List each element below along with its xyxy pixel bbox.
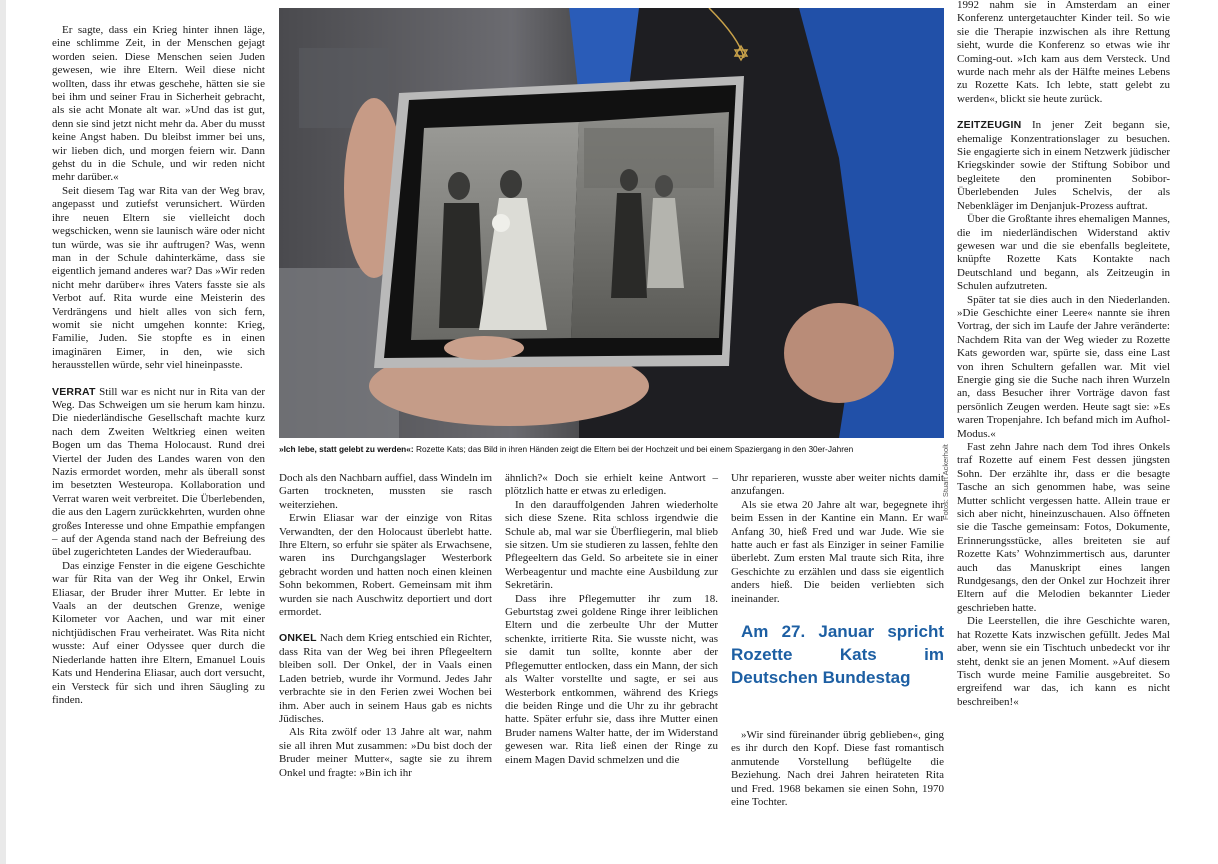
paragraph: Dass ihre Pflegemutter ihr zum 18. Geburtstag zwei goldene Ringe ihrer leiblichen Eltern und die zerbeulte Uhr der Mutter schenkte, irritierte Rita. Sie wusste nicht, was sie damit tun sollte, konnte aber der Pflegemutter entlocken, dass ein Mann, der sich als Walter vorstellte und sagte, er sei aus Westerbork entkommen, während des Kriegs die beiden Ringe und die Uhr zu ihr gebracht hatte. Später erfuhr sie, dass ihre Mutter einen Bruder namens Walter hatte, der im Widerstand gewesen war. Rita ließ einen der Ringe zu einem Magen David schmelzen und die [505, 592, 718, 766]
paragraph: ZEITZEUGIN In jener Zeit begann sie, ehemalige Konzentrationslager zu besuchen. Sie engagierte sich in einem Netzwerk jüdischer Kriegskinder sowie der Stiftung Sobibor und begleitete den prominenten Sobibor-Überlebenden Jules Schelvis, der als Nebenkläger im Denjanjuk-Prozess auftrat. [957, 119, 1170, 212]
paragraph: Erwin Eliasar war der einzige von Ritas Verwandten, der den Holocaust überlebt hatte. Ihre Eltern, so erfuhr sie später als Erwachsene, waren ins Durchgangslager Westerbork gebracht worden und hatten noch einen kleinen Sohn bekommen, Robert. Gemeinsam mit ihm wurden sie nach Auschwitz deportiert und dort ermordet. [279, 512, 492, 619]
article-column-5 [957, 0, 1170, 709]
article-column-1 [52, 24, 265, 707]
paragraph: Fast zehn Jahre nach dem Tod ihres Onkels traf Rozette auf einem Fest dessen jüngsten Sohn. Der erzählte ihr, dass er die besagte Tasche an sich genommen habe, was seine Mutter schlicht vergessen hatte. Allein traue er sich aber nicht, hineinzuschauen. Also öffneten sie die Tasche gemeinsam: Fotos, Dokumente, Erinnerungsstücke, alles breiteten sie auf Rozette Kats’ Wohnzimmertisch aus, darunter auch das Manuskript eines langen Rundgesangs, den der Onkel zur Hochzeit ihrer Eltern auf die Melodien bekannter Lieder geschrieben hatte. [957, 441, 1170, 614]
paragraph: Die Leerstellen, die ihre Geschichte waren, hat Rozette Kats inzwischen gefüllt. Jedes Mal aber, wenn sie ein Tischtuch unbedeckt vor ihr steht, denkt sie an jenen Moment. »Auf diesem Tisch wurde meine Familie ausgebreitet. So ergreifend war das, ich kann es nicht beschreiben!« [957, 615, 1170, 708]
paragraph: Später tat sie dies auch in den Niederlanden. »Die Geschichte einer Leere« nannte sie ihren Vortrag, der sich im Laufe der Jahre veränderte: Nachdem Rita van der Weg wieder zu Rozette Kats geworden war, spürte sie, dass eine Last von ihren Schultern gefallen war. Mit viel Energie ging sie die Suche nach ihren Wurzeln an, dass Besucher ihrer Vorträge davon fast persönlich Zeugen werden. Heute sagt sie: »Es waren Tropenjahre. Ich befand mich im Aufhol-Modus.« [957, 293, 1170, 440]
paragraph: Als sie etwa 20 Jahre alt war, begegnete ihr beim Essen in der Kantine ein Mann. Er war Anfang 30, hieß Fred und war Jude. Wie sie hatte auch er fast als Einziger in seiner Familie überlebt. Zum ersten Mal traute sich Rita, ihre Geschichte zu erzählen und dass sie eigentlich anders hieß. Die beiden verliebten sich ineinander. [731, 498, 944, 605]
photo-illustration [279, 8, 944, 438]
article-column-3 [505, 472, 718, 767]
section-keyword: ONKEL [279, 632, 317, 645]
photo-credit: Fotos: Stuart Ackerholt [941, 444, 950, 520]
paragraph: VERRAT Still war es nicht nur in Rita van der Weg. Das Schweigen um sie herum kam hinzu. Die niederländische Gesellschaft machte kurz nach dem Zweiten Weltkrieg einen weiten Bogen um das Thema Holocaust. Rund drei Viertel der Juden des Landes waren von den Nazis ermordet worden, mehr als überall sonst im besetzten Westeuropa. Kollaboration und Verrat waren weit verbreitet. Die Überlebenden, die aus den Lagern zurückkehrten, wurden ohne großes Interesse und ohne Empathie empfangen – auf der Agenda stand nach der Befreiung des übel zugerichteten Landes der Wiederaufbau. [52, 385, 265, 559]
paragraph: Er sagte, dass ein Krieg hinter ihnen läge, eine schlimme Zeit, in der Menschen gejagt worden seien. Diese Menschen seien Juden gewesen, wie ihre Eltern. Weil diese nicht wollten, dass ihr etwas geschehe, hätten sie sie bei ihm und seiner Frau in Sicherheit gebracht, als sie acht Monate alt war. »Und das ist gut, denn sie sind jetzt nicht mehr da. Aber du musst keine Angst haben. Du bleibst immer bei uns, wir lieben dich, und morgen feiern wir. Dann gehst du in die Schule, und wir reden nicht mehr darüber.« [52, 24, 265, 184]
paragraph: Uhr reparieren, wusste aber weiter nichts damit anzufangen. [731, 472, 944, 498]
photo-caption [279, 444, 944, 455]
section-keyword: VERRAT [52, 385, 96, 398]
paragraph: Das einzige Fenster in die eigene Geschichte war für Rita van der Weg ihr Onkel, Erwin Eliasar, der Bruder ihrer Mutter. Er lebte in Vaals an der deutschen Grenze, wenige Kilometer vor Aachen, und war mit einer nichtjüdischen Frau verheiratet. Was Rita nicht wusste: Auf einer Odyssee quer durch die Niederlande hatten ihre Eltern, Emanuel Louis Kats und Henderina Eliasar, auch dort versucht, ein Versteck für sich und ihren Säugling zu finden. [52, 559, 265, 706]
paragraph: Seit diesem Tag war Rita van der Weg brav, angepasst und zutiefst verunsichert. Würden ihre neuen Eltern sie vielleicht doch wegschicken, wenn sie launisch wäre oder nicht tun würde, was sie ihr auftrugen? Was, wenn man in der Schule dahinterkäme, dass sie eigentlich jemand anderes war? Das »Wir reden nicht mehr darüber« ihres Vaters fasste sie als Verbot auf. Rita wurde eine Meisterin des Verdrängens und hielt alles von sich fern, womit sie nicht umgehen konnte: Krieg, Familie, Juden. Sie stopfte es in einen imaginären Eimer, in den, wie sich herausstellen würde, sehr viel hineinpasste. [52, 184, 265, 372]
paragraph: ähnlich?« Doch sie erhielt keine Antwort – plötzlich hatte er etwas zu erledigen. [505, 472, 718, 498]
section-keyword: ZEITZEUGIN [957, 119, 1022, 132]
paragraph: In den darauffolgenden Jahren wiederholte sich diese Szene. Rita schloss irgendwie die Schule ab, mal war sie Überfliegerin, mal blieb sie sitzen. Um sie studieren zu lassen, fehlte den Pflegeeltern das Geld. So arbeitete sie in einer Werbeagentur und machte eine Ausbildung zur Sekretärin. [505, 498, 718, 592]
caption-text: Rozette Kats; das Bild in ihren Händen zeigt die Eltern bei der Hochzeit und bei einem Spaziergang in den 30er-Jahren [413, 444, 854, 454]
caption-lead: »Ich lebe, statt gelebt zu werden«: [279, 444, 414, 454]
paragraph: Doch als den Nachbarn auffiel, dass Windeln im Garten trockneten, mussten sie rasch weiterziehen. [279, 472, 492, 511]
pull-quote-headline: Am 27. Januar spricht Rozette Kats im Deutschen Bundestag [731, 622, 944, 688]
paragraph: ONKEL Nach dem Krieg entschied ein Richter, dass Rita van der Weg bei ihren Pflegeeltern bleiben soll. Der Onkel, der in Vaals einen Laden betrieb, wurde ihr Vormund. Jedes Jahr verbrachte sie in den Ferien zwei Wochen bei ihm. Aber auch in seinem Haus gab es nichts Jüdisches. [279, 632, 492, 725]
paragraph: 1992 nahm sie in Amsterdam an einer Konferenz untergetauchter Kinder teil. So wie sie die Therapie inzwischen als ihre Rettung sieht, wurde die Konferenz so etwas wie ihr Coming-out. »Ich kam aus dem Versteck. Und wurde nach mehr als der Hälfte meines Lebens zu Rozette Kats. Ich lebte, statt gelebt zu werden«, blickt sie heute zurück. [957, 0, 1170, 105]
paragraph: Über die Großtante ihres ehemaligen Mannes, die im niederländischen Widerstand aktiv gewesen war und die sie ebenfalls begleitete, knüpfte Rozette Kats Kontakte nach Deutschland und begann, als Zeitzeugin in Schulen aufzutreten. [957, 213, 1170, 293]
photo [279, 8, 944, 438]
paragraph: Als Rita zwölf oder 13 Jahre alt war, nahm sie all ihren Mut zusammen: »Du bist doch der Bruder meiner Mutter«, sagte sie zu ihrem Onkel und fragte: »Bin ich ihr [279, 726, 492, 779]
article-column-2 [279, 472, 492, 780]
article-column-4 [731, 472, 944, 810]
paragraph: »Wir sind füreinander übrig geblieben«, ging es ihr durch den Kopf. Diese fast romantisch anmutende Vorstellung beflügelte die Beziehung. Nach drei Jahren heirateten Rita und Fred. 1968 bekamen sie einen Sohn, 1970 eine Tochter. [731, 729, 944, 809]
page-edge [0, 0, 6, 864]
